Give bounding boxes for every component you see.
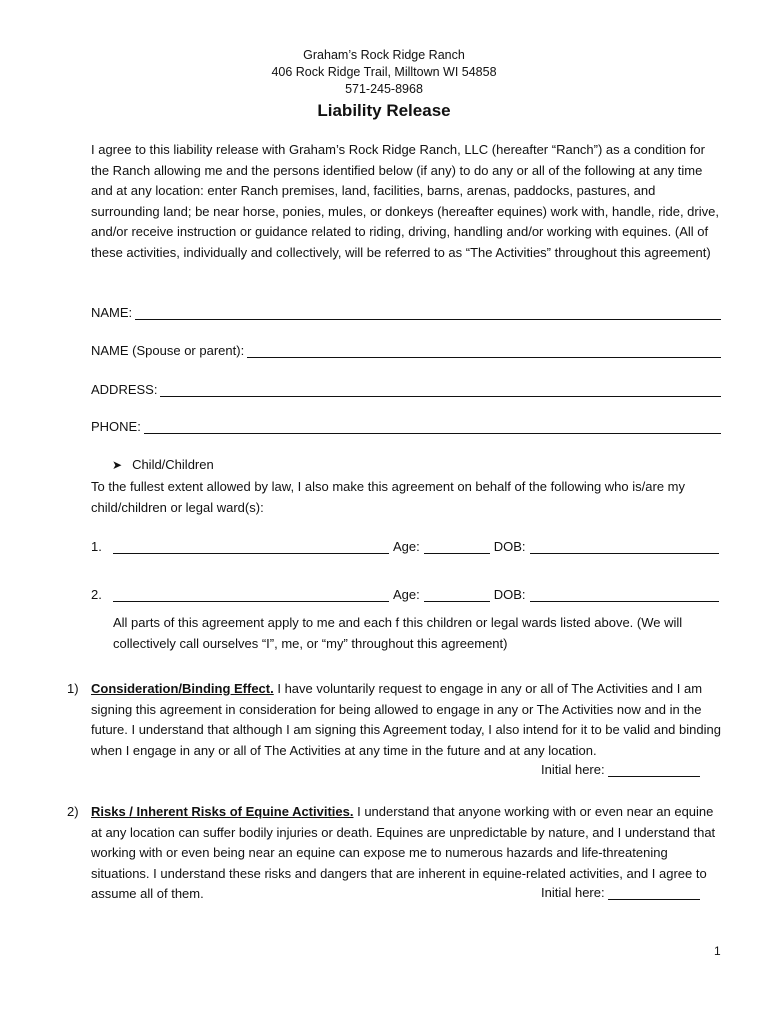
initial-field[interactable] [541, 885, 700, 900]
section-heading: Risks / Inherent Risks of Equine Activities. [91, 804, 354, 819]
phone-field[interactable] [91, 419, 721, 434]
child-dob-label: DOB: [493, 587, 526, 602]
name-label: NAME: [91, 305, 133, 320]
address-field[interactable] [91, 382, 721, 397]
section-heading: Consideration/Binding Effect. [91, 681, 274, 696]
child-row-number: 1. [91, 539, 102, 554]
spouse-name-label: NAME (Spouse or parent): [91, 343, 245, 358]
initial-line[interactable] [608, 887, 700, 900]
children-note: All parts of this agreement apply to me and each f this children or legal wards listed above. (We will collectively call ourselves “I”, me, or “my” throughout this agreement) [113, 615, 683, 651]
child-name-line[interactable] [113, 541, 389, 554]
children-heading-label: Child/Children [132, 457, 214, 472]
address-line[interactable] [160, 384, 721, 397]
ranch-name: Graham’s Rock Ridge Ranch [303, 48, 465, 62]
initial-line[interactable] [608, 764, 700, 777]
section-body [91, 679, 727, 761]
spouse-name-line[interactable] [247, 345, 721, 358]
child-age-label: Age: [393, 539, 420, 554]
intro-paragraph: I agree to this liability release with Graham’s Rock Ridge Ranch, LLC (hereafter “Ranch”) as a condition for the Ranch allowing me and the persons identified below (if any) to do any or all of the following at any time and at any location: enter Ranch premises, land, facilities, barns, arenas, paddocks, pastures, and surrounding land; be near horse, ponies, mules, or donkeys (hereafter equines) work with, handle, ride, drive, and/or receive instruction or guidance related to riding, driving, handling and/or working with equines. (All of these activities, individually and collectively, will be referred to as “The Activities” throughout this agreement) [91, 142, 719, 260]
section-text: I understand that anyone working with or even near an equine at any location can suffer bodily injuries or death. Equines are unpredictable by nature, and I understand that working with or even being near an equine can expose me to numerous hazards and life-threatening situations. I understand these risks and dangers that are inherent in equine-related activities, and I agree to assume all of them. [91, 804, 716, 901]
child-age-line[interactable] [424, 589, 490, 602]
phone-line[interactable] [144, 421, 721, 434]
spouse-name-field[interactable] [91, 343, 721, 358]
child-row-number: 2. [91, 587, 102, 602]
child-row [91, 587, 719, 602]
child-row [91, 539, 719, 554]
initial-label: Initial here: [541, 885, 605, 900]
name-line[interactable] [135, 307, 721, 320]
child-age-label: Age: [393, 587, 420, 602]
document-title: Liability Release [317, 101, 451, 120]
section-text: I have voluntarily request to engage in any or all of The Activities and I am signing this agreement in consideration for being allowed to engage in any or The Activities now and in the future. I understand that although I am signing this Agreement today, I also intend for it to be valid and binding when I engage in any or all of The Activities at any time in the future and at any location. [91, 681, 721, 758]
page-number: 1 [714, 944, 721, 958]
child-dob-line[interactable] [530, 589, 719, 602]
ranch-phone: 571-245-8968 [345, 82, 423, 96]
ranch-address: 406 Rock Ridge Trail, Milltown WI 54858 [271, 65, 497, 79]
children-intro: To the fullest extent allowed by law, I also make this agreement on behalf of the following who is/are my child/children or legal ward(s): [91, 479, 685, 515]
child-age-line[interactable] [424, 541, 490, 554]
children-heading [112, 457, 214, 472]
section-consideration [67, 679, 727, 761]
initial-field[interactable] [541, 762, 700, 777]
section-number: 1) [67, 681, 79, 696]
arrow-bullet-icon: ➤ [112, 457, 123, 472]
phone-label: PHONE: [91, 419, 141, 434]
name-field[interactable] [91, 305, 721, 320]
child-dob-line[interactable] [530, 541, 719, 554]
address-label: ADDRESS: [91, 382, 158, 397]
section-number: 2) [67, 804, 79, 819]
child-dob-label: DOB: [493, 539, 526, 554]
child-name-line[interactable] [113, 589, 389, 602]
initial-label: Initial here: [541, 762, 605, 777]
